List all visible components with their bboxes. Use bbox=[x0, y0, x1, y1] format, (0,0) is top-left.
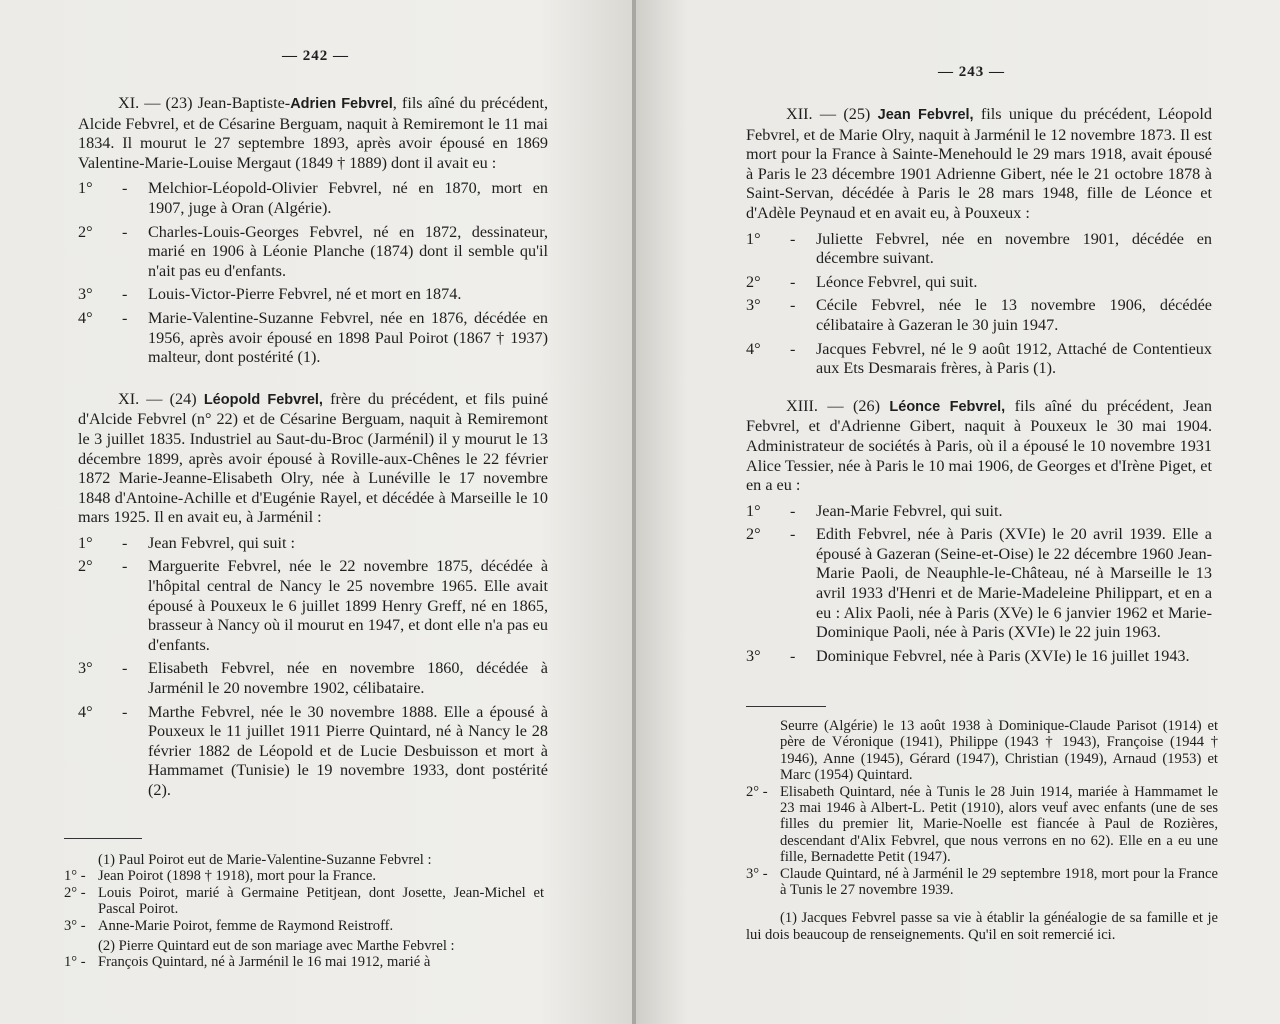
list-item bbox=[78, 703, 548, 801]
footnote-item bbox=[64, 954, 544, 970]
intro-text: XI. — (24) bbox=[118, 389, 204, 408]
item-number: 4° bbox=[78, 308, 93, 327]
footnote-rule bbox=[64, 838, 142, 839]
item-number: 1° - bbox=[64, 954, 86, 971]
intro-text: , fils aîné du précédent, Alcide Febvrel, et de Césarine Berguam, naquit à Remiremont le 11 mai 1834. Il mourut le 27 septembre 1893, après avoir épousé en 1869 Valentine-Marie-Louise Mergaut (1849 † 1889) dont il avait eu : bbox=[78, 94, 549, 172]
list-item bbox=[746, 340, 1212, 379]
children-list bbox=[746, 230, 1212, 379]
list-item bbox=[746, 502, 1212, 522]
footnote-item bbox=[746, 784, 1218, 866]
item-text: Cécile Febvrel, née le 13 novembre 1906, décédée célibataire à Gazeran le 30 juin 1947. bbox=[816, 296, 1212, 334]
item-text: Melchior-Léopold-Olivier Febvrel, né en 1870, mort en 1907, juge à Oran (Algérie). bbox=[148, 179, 548, 217]
item-dash: - bbox=[790, 229, 796, 248]
item-dash: - bbox=[122, 179, 128, 198]
item-number: 1° bbox=[746, 501, 761, 520]
list-item bbox=[78, 223, 548, 282]
item-number: 1° bbox=[78, 179, 93, 198]
item-text: Charles-Louis-Georges Febvrel, né en 1872, dessinateur, marié en 1906 à Léonie Planche (1874) dont il semble qu'il n'ait pas eu d'enfants. bbox=[148, 222, 548, 280]
item-text: Jean Febvrel, qui suit : bbox=[148, 533, 296, 552]
section-intro bbox=[78, 390, 548, 528]
item-number: 3° bbox=[78, 659, 93, 678]
item-number: 2° bbox=[746, 272, 761, 291]
footnote-continuation: Seurre (Algérie) le 13 août 1938 à Dominique-Claude Parisot (1914) et père de Véronique (1941), Philippe (1943 † 1943), Françoise (1944 † 1946), Anne (1945), Gérard (1947), Christian (1949), Arnaud (1953) et Marc (1954) Quintard. bbox=[780, 718, 1218, 784]
children-list bbox=[78, 179, 548, 367]
item-dash: - bbox=[790, 525, 796, 544]
item-number: 4° bbox=[746, 339, 761, 358]
item-number: 2° - bbox=[746, 783, 768, 800]
item-text: Elisabeth Quintard, née à Tunis le 28 Juin 1914, mariée à Hammamet le 23 mai 1946 à Albert-L. Petit (1910), alors veuf avec enfants (une de ses filles du premier lit, Marie-Noelle est fiancée à Paul de Rozières, descendant d'Alix Febvrel, que nous verrons en nο 62). Elle en a eu une fille, Bernadette Petit (1947). bbox=[780, 783, 1218, 866]
section-intro bbox=[746, 397, 1212, 496]
item-dash: - bbox=[790, 646, 796, 665]
item-dash: - bbox=[122, 557, 128, 576]
item-text: Jacques Febvrel, né le 9 août 1912, Attaché de Contentieux aux Ets Desmarais frères, à Paris (1). bbox=[816, 339, 1212, 378]
item-dash: - bbox=[790, 501, 796, 520]
person-name: Adrien Febvrel bbox=[290, 96, 393, 112]
footnote-heading: (1) Paul Poirot eut de Marie-Valentine-Suzanne Febvrel : bbox=[98, 852, 432, 868]
footnote-item bbox=[64, 918, 544, 934]
left-footnotes bbox=[64, 852, 544, 971]
item-text: Claude Quintard, né à Jarménil le 29 septembre 1918, mort pour la France à Tunis le 27 novembre 1939. bbox=[780, 865, 1218, 899]
item-text: Anne-Marie Poirot, femme de Raymond Reistroff. bbox=[98, 917, 394, 934]
item-number: 2° bbox=[78, 557, 93, 576]
item-dash: - bbox=[122, 702, 128, 721]
item-text: Dominique Febvrel, née à Paris (XVIe) le 16 juillet 1943. bbox=[816, 646, 1190, 665]
item-number: 2° bbox=[78, 222, 93, 241]
children-list bbox=[78, 534, 548, 801]
item-dash: - bbox=[790, 296, 796, 315]
left-page bbox=[0, 0, 634, 1024]
item-text: Jean Poirot (1898 † 1918), mort pour la France. bbox=[98, 868, 377, 885]
page-number: — 242 — bbox=[282, 48, 349, 64]
list-item bbox=[746, 296, 1212, 335]
item-text: Léonce Febvrel, qui suit. bbox=[816, 272, 978, 291]
intro-text: frère du précédent, et fils puiné d'Alcide Febvrel (n° 22) et de Césarine Berguam, naquit à Remiremont le 3 juillet 1835. Industriel au Saut-du-Broc (Jarménil) il y mourut le 13 décembre 1899, après avoir épousé à Roville-aux-Chênes le 22 février 1872 Marie-Jeanne-Elisabeth Olry, née à Lunéville le 17 novembre 1848 d'Antoine-Achille et d'Eugénie Rayel, et décédée à Marseille le 10 mars 1925. Il en avait eu, à Jarménil : bbox=[78, 389, 548, 527]
list-item bbox=[746, 525, 1212, 643]
intro-text: XII. — (25) bbox=[786, 105, 878, 123]
item-text: Marthe Febvrel, née le 30 novembre 1888. Elle a épousé à Pouxeux le 11 juillet 1911 Pierre Quintard, né à Nancy le 28 février 1882 de Léopold et de Lucie Desbuisson et mort à Hammamet (Tunisie) le 19 novembre 1933, dont postérité (2). bbox=[148, 702, 548, 799]
footnote-item bbox=[64, 885, 544, 918]
section-intro bbox=[78, 94, 548, 173]
page-number: — 243 — bbox=[938, 64, 1005, 80]
item-dash: - bbox=[790, 272, 796, 291]
item-number: 1° - bbox=[64, 868, 86, 885]
item-number: 1° bbox=[746, 229, 761, 248]
intro-text: XIII. — (26) bbox=[786, 396, 890, 415]
item-number: 3° - bbox=[746, 865, 768, 882]
footnote-rule bbox=[746, 706, 826, 707]
person-name: Jean Febvrel, bbox=[877, 107, 974, 123]
item-text: Elisabeth Febvrel, née en novembre 1860, décédée à Jarménil le 20 novembre 1902, célibataire. bbox=[148, 659, 548, 698]
item-dash: - bbox=[122, 222, 128, 241]
item-text: Marguerite Febvrel, née le 22 novembre 1875, décédée à l'hôpital central de Nancy le 25 novembre 1965. Elle avait épousé à Pouxeux le 6 juillet 1899 Henry Greff, né en 1865, brasseur à Nancy où il mourut en 1947, et dont elle n'a pas eu d'enfants. bbox=[148, 557, 548, 654]
list-item bbox=[78, 309, 548, 368]
item-dash: - bbox=[122, 659, 128, 678]
footnote-note: (1) Jacques Febvrel passe sa vie à établir la généalogie de sa famille et je lui dois beaucoup de renseignements. Qu'il en soit remercié ici. bbox=[746, 910, 1218, 943]
item-text: Juliette Febvrel, née en novembre 1901, décédée en décembre suivant. bbox=[816, 229, 1212, 268]
item-text: Edith Febvrel, née à Paris (XVIe) le 20 avril 1939. Elle a épousé à Gazeran (Seine-et-Oise) le 22 décembre 1960 Jean-Marie Paoli, de Neauphle-le-Château, né à Marseille le 13 avril 1933 d'Henri et de Marie-Madeleine Philippart, et en a eu : Alix Paoli, née à Paris (XVe) le 6 janvier 1962 et Marie-Dominique Paoli, née à Paris (XVIe) le 22 juin 1963. bbox=[816, 525, 1212, 642]
section-intro bbox=[746, 105, 1212, 224]
item-number: 1° bbox=[78, 533, 93, 552]
item-dash: - bbox=[790, 339, 796, 358]
person-name: Léopold Febvrel, bbox=[203, 391, 323, 408]
list-item bbox=[78, 659, 548, 698]
right-footnotes bbox=[746, 718, 1218, 943]
item-number: 2° bbox=[746, 525, 761, 544]
list-item bbox=[78, 285, 548, 305]
item-dash: - bbox=[122, 533, 128, 552]
person-name: Léonce Febvrel, bbox=[889, 398, 1006, 415]
list-item bbox=[78, 557, 548, 655]
item-number: 4° bbox=[78, 702, 93, 721]
item-text: Marie-Valentine-Suzanne Febvrel, née en 1876, décédée en 1956, après avoir épousé en 1898 Paul Poirot (1867 † 1937) malteur, dont postérité (1). bbox=[148, 308, 548, 367]
intro-text: fils aîné du précédent, Jean Febvrel, et d'Adrienne Gibert, naquit à Pouxeux le 30 mai 1904. Administrateur de sociétés à Paris, où il a épousé le 10 novembre 1931 Alice Tessier, née à Paris le 10 mai 1906, de Georges et d'Irène Piget, et en a eu : bbox=[746, 396, 1212, 495]
right-page bbox=[636, 0, 1280, 1024]
footnote-item bbox=[64, 868, 544, 884]
item-dash: - bbox=[122, 285, 128, 304]
footnote-item bbox=[746, 866, 1218, 899]
item-text: François Quintard, né à Jarménil le 16 mai 1912, marié à bbox=[98, 954, 431, 971]
item-text: Jean-Marie Febvrel, qui suit. bbox=[816, 501, 1003, 520]
list-item bbox=[78, 179, 548, 218]
item-text: Louis-Victor-Pierre Febvrel, né et mort en 1874. bbox=[148, 285, 462, 304]
footnote-heading: (2) Pierre Quintard eut de son mariage avec Marthe Febvrel : bbox=[98, 938, 455, 955]
intro-text: XI. — (23) Jean-Baptiste- bbox=[118, 94, 291, 112]
list-item bbox=[746, 230, 1212, 269]
children-list bbox=[746, 502, 1212, 667]
item-number: 3° bbox=[746, 646, 761, 665]
item-number: 3° bbox=[78, 285, 93, 304]
item-number: 3° - bbox=[64, 917, 86, 934]
item-text: Louis Poirot, marié à Germaine Petitjean, dont Josette, Jean-Michel et Pascal Poirot. bbox=[98, 884, 544, 918]
item-number: 3° bbox=[746, 296, 761, 315]
list-item bbox=[746, 647, 1212, 667]
item-number: 2° - bbox=[64, 884, 86, 901]
intro-text: fils unique du précédent, Léopold Febvrel, et de Marie Olry, naquit à Jarménil le 12 novembre 1873. Il est mort pour la France à Sainte-Menehould le 29 mars 1918, avait épousé à Paris le 23 décembre 1901 Adrienne Gibert, née le 21 octobre 1878 à Saint-Servan, décédée à Paris le 28 mars 1948, fille de Léonce et d'Adèle Peynaud et en avait eu, à Pouxeux : bbox=[746, 105, 1212, 222]
list-item bbox=[746, 273, 1212, 293]
item-dash: - bbox=[122, 308, 128, 327]
list-item bbox=[78, 534, 548, 554]
right-body bbox=[746, 105, 1212, 670]
left-body bbox=[78, 94, 548, 805]
